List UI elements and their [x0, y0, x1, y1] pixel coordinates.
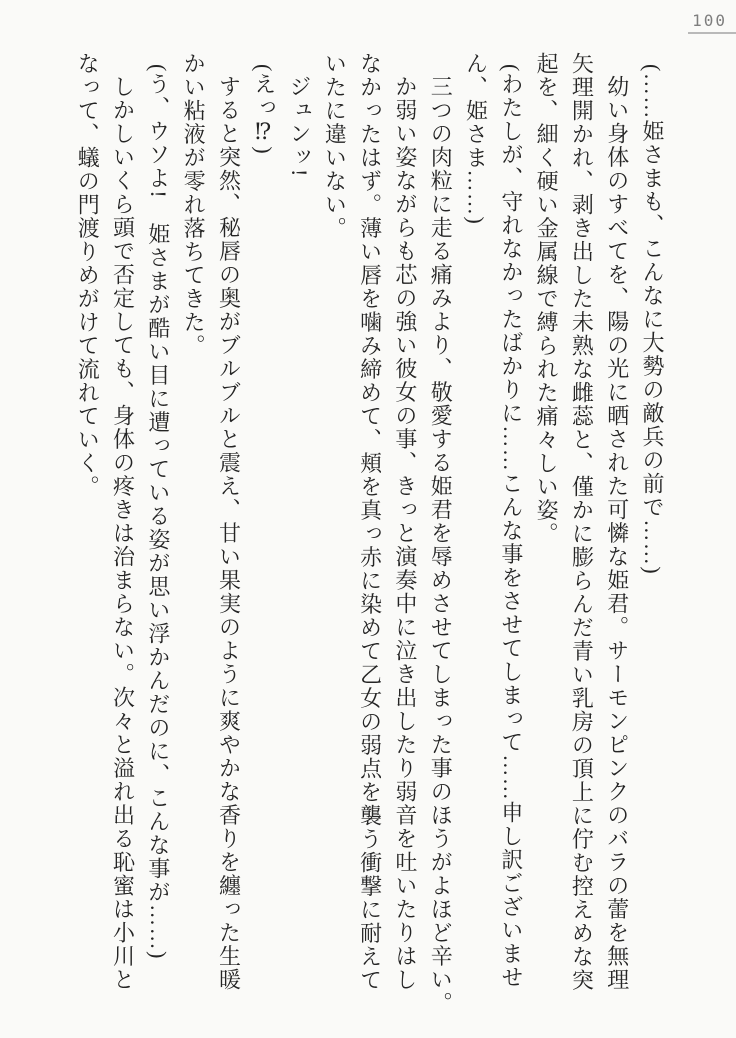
text-column-2: 幼い身体のすべてを、陽の光に晒された可憐な姫君。サーモンピンクのバラの蕾を無理: [604, 75, 630, 992]
text-column-12: (えっ⁉): [251, 64, 277, 156]
text-column-10: いたに違いない。: [322, 52, 348, 240]
text-column-15: (う、ウソよ! 姫さまが酷い目に遭っている姿が思い浮かんだのに、こんな事が……): [145, 64, 171, 960]
text-column-13: すると突然、秘唇の奥がブルブルと震え、甘い果実のように爽やかな香りを纏った生暖: [216, 75, 242, 992]
text-column-7: 三つの肉粒に走る痛みより、敬愛する姫君を辱めさせてしまった事のほうがよほど辛い。: [428, 75, 454, 1015]
text-column-1: (……姫さまも、こんなに大勢の敵兵の前で……): [640, 64, 665, 576]
vertical-text-block: [70, 52, 670, 1034]
text-column-16: しかしいくら頭で否定しても、身体の疼きは治まらない。次々と溢れ出る恥蜜は小川と: [110, 75, 136, 992]
text-column-11: ジュンッ!: [287, 75, 313, 178]
page-number: 100: [692, 11, 727, 30]
text-column-14: かい粘液が零れ落ちてきた。: [181, 52, 207, 358]
text-column-8: か弱い姿ながらも芯の強い彼女の事、きっと演奏中に泣き出したり弱音を吐いたりはし: [392, 75, 418, 992]
text-column-9: なかったはず。薄い唇を噛み締めて、頬を真っ赤に染めて乙女の弱点を襲う衝撃に耐えて: [357, 52, 383, 992]
text-column-5: (わたしが、守れなかったばかりに……こんな事をさせてしまって……申し訳ございませ: [498, 64, 524, 990]
page-number-rule: [688, 32, 736, 34]
text-column-17: なって、蟻の門渡りめがけて流れていく。: [75, 52, 101, 499]
text-column-4: 起を、細く硬い金属線で縛られた痛々しい姿。: [534, 52, 560, 546]
text-column-3: 矢理開かれ、剥き出した未熟な雌蕊と、僅かに膨らんだ青い乳房の頂上に佇む控えめな突: [569, 52, 595, 992]
text-column-6: ん、姫さま……): [463, 52, 489, 226]
